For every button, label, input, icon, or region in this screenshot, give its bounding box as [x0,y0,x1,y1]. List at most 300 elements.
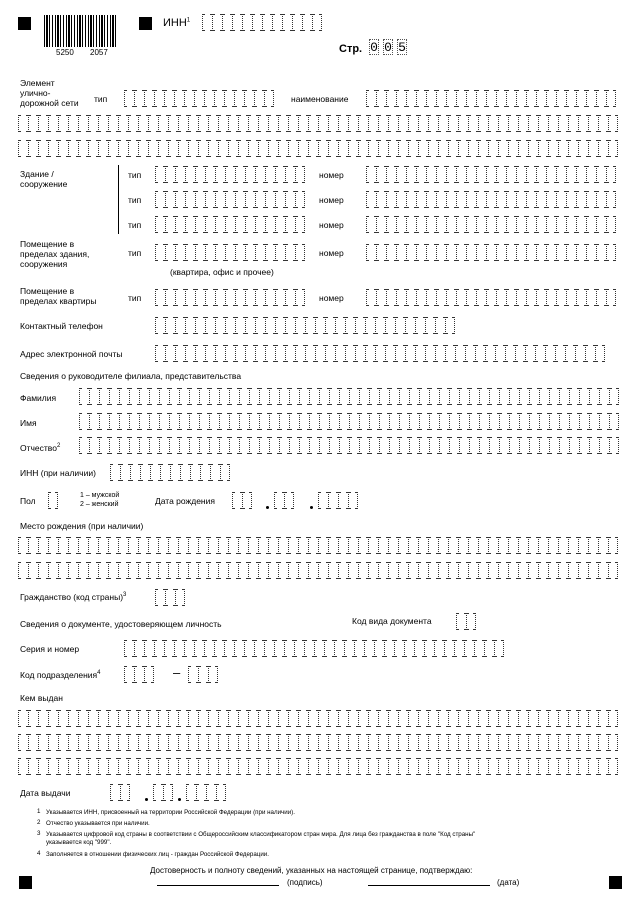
input-cell[interactable] [506,216,516,233]
input-cell[interactable] [558,710,568,727]
input-cell[interactable] [508,734,518,751]
input-cell[interactable] [458,140,468,157]
input-cell[interactable] [368,115,378,132]
input-cell[interactable] [68,115,78,132]
input-cell[interactable] [358,758,368,775]
input-cell[interactable] [609,413,619,430]
series-field[interactable] [124,640,504,657]
input-cell[interactable] [409,437,419,454]
input-cell[interactable] [298,710,308,727]
input-cell[interactable] [536,90,546,107]
input-cell[interactable] [368,140,378,157]
input-cell[interactable] [454,640,464,657]
input-cell[interactable] [548,115,558,132]
input-cell[interactable] [466,90,476,107]
input-cell[interactable] [536,191,546,208]
input-cell[interactable] [606,244,616,261]
input-cell[interactable] [609,437,619,454]
division-field-2[interactable] [188,666,218,683]
input-cell[interactable] [98,710,108,727]
input-cell[interactable] [204,640,214,657]
input-cell[interactable] [516,90,526,107]
input-cell[interactable] [298,537,308,554]
input-cell[interactable] [245,191,255,208]
input-cell[interactable] [279,437,289,454]
input-cell[interactable] [495,345,505,362]
input-cell[interactable] [312,14,322,31]
input-cell[interactable] [239,437,249,454]
input-cell[interactable] [144,666,154,683]
input-cell[interactable] [315,317,325,334]
input-cell[interactable] [225,191,235,208]
input-cell[interactable] [489,413,499,430]
input-cell[interactable] [566,289,576,306]
input-cell[interactable] [468,115,478,132]
input-cell[interactable] [58,562,68,579]
input-cell[interactable] [254,90,264,107]
input-cell[interactable] [338,710,348,727]
input-cell[interactable] [556,216,566,233]
input-cell[interactable] [588,537,598,554]
input-cell[interactable] [288,562,298,579]
input-cell[interactable] [249,413,259,430]
input-cell[interactable] [245,345,255,362]
input-cell[interactable] [388,758,398,775]
input-cell[interactable] [599,388,609,405]
input-cell[interactable] [416,191,426,208]
input-cell[interactable] [388,537,398,554]
input-cell[interactable] [349,413,359,430]
input-cell[interactable] [18,710,28,727]
input-cell[interactable] [218,115,228,132]
input-cell[interactable] [398,140,408,157]
input-cell[interactable] [89,413,99,430]
input-cell[interactable] [265,317,275,334]
input-cell[interactable] [169,437,179,454]
input-cell[interactable] [586,191,596,208]
input-cell[interactable] [398,562,408,579]
input-cell[interactable] [58,115,68,132]
input-cell[interactable] [168,140,178,157]
input-cell[interactable] [328,140,338,157]
input-cell[interactable] [168,562,178,579]
manager-inn-field[interactable] [110,464,230,481]
premises-number-field[interactable] [366,244,616,261]
input-cell[interactable] [195,191,205,208]
input-cell[interactable] [458,758,468,775]
input-cell[interactable] [228,562,238,579]
input-cell[interactable] [598,115,608,132]
input-cell[interactable] [538,734,548,751]
input-cell[interactable] [295,216,305,233]
input-cell[interactable] [608,710,618,727]
input-cell[interactable] [595,345,605,362]
input-cell[interactable] [579,437,589,454]
input-cell[interactable] [455,345,465,362]
input-cell[interactable] [285,166,295,183]
sex-field[interactable] [48,492,58,509]
input-cell[interactable] [134,666,144,683]
input-cell[interactable] [165,216,175,233]
name-field[interactable] [79,413,619,430]
input-cell[interactable] [204,90,214,107]
input-cell[interactable] [579,388,589,405]
input-cell[interactable] [58,537,68,554]
input-cell[interactable] [345,345,355,362]
input-cell[interactable] [28,710,38,727]
input-cell[interactable] [258,562,268,579]
input-cell[interactable] [338,562,348,579]
input-cell[interactable] [396,90,406,107]
input-cell[interactable] [218,710,228,727]
input-cell[interactable] [518,562,528,579]
input-cell[interactable] [139,413,149,430]
input-cell[interactable] [148,758,158,775]
input-cell[interactable] [158,710,168,727]
input-cell[interactable] [338,115,348,132]
input-cell[interactable] [328,492,338,509]
input-cell[interactable] [528,562,538,579]
input-cell[interactable] [128,537,138,554]
input-cell[interactable] [588,115,598,132]
input-cell[interactable] [446,216,456,233]
input-cell[interactable] [376,216,386,233]
input-cell[interactable] [368,758,378,775]
input-cell[interactable] [398,710,408,727]
input-cell[interactable] [118,140,128,157]
input-cell[interactable] [608,734,618,751]
input-cell[interactable] [556,166,566,183]
input-cell[interactable] [419,413,429,430]
input-cell[interactable] [178,710,188,727]
input-cell[interactable] [396,216,406,233]
input-cell[interactable] [388,115,398,132]
input-cell[interactable] [499,437,509,454]
input-cell[interactable] [386,216,396,233]
input-cell[interactable] [438,140,448,157]
input-cell[interactable] [568,115,578,132]
input-cell[interactable] [588,710,598,727]
input-cell[interactable] [364,640,374,657]
input-cell[interactable] [185,244,195,261]
input-cell[interactable] [329,437,339,454]
input-cell[interactable] [379,388,389,405]
input-cell[interactable] [408,140,418,157]
input-cell[interactable] [214,90,224,107]
input-cell[interactable] [198,666,208,683]
input-cell[interactable] [208,537,218,554]
input-cell[interactable] [175,244,185,261]
input-cell[interactable] [194,640,204,657]
input-cell[interactable] [254,640,264,657]
input-cell[interactable] [138,140,148,157]
input-cell[interactable] [448,734,458,751]
input-cell[interactable] [598,734,608,751]
input-cell[interactable] [48,140,58,157]
input-cell[interactable] [468,734,478,751]
input-cell[interactable] [386,166,396,183]
input-cell[interactable] [258,758,268,775]
input-cell[interactable] [309,437,319,454]
input-cell[interactable] [225,289,235,306]
input-cell[interactable] [415,317,425,334]
input-cell[interactable] [426,216,436,233]
input-cell[interactable] [265,244,275,261]
input-cell[interactable] [185,166,195,183]
input-cell[interactable] [58,758,68,775]
input-cell[interactable] [325,317,335,334]
input-cell[interactable] [118,758,128,775]
input-cell[interactable] [545,345,555,362]
input-cell[interactable] [406,289,416,306]
input-cell[interactable] [335,345,345,362]
input-cell[interactable] [109,437,119,454]
input-cell[interactable] [588,562,598,579]
input-cell[interactable] [436,216,446,233]
input-cell[interactable] [153,784,163,801]
input-cell[interactable] [348,562,358,579]
input-cell[interactable] [586,90,596,107]
input-cell[interactable] [508,710,518,727]
input-cell[interactable] [79,388,89,405]
input-cell[interactable] [328,734,338,751]
input-cell[interactable] [496,289,506,306]
input-cell[interactable] [528,537,538,554]
input-cell[interactable] [245,166,255,183]
input-cell[interactable] [269,437,279,454]
input-cell[interactable] [168,734,178,751]
input-cell[interactable] [476,244,486,261]
input-cell[interactable] [195,244,205,261]
input-cell[interactable] [388,710,398,727]
input-cell[interactable] [458,710,468,727]
input-cell[interactable] [399,437,409,454]
input-cell[interactable] [439,388,449,405]
input-cell[interactable] [186,784,196,801]
email-field[interactable] [155,345,605,362]
street-name-field-2[interactable] [18,115,618,132]
input-cell[interactable] [498,734,508,751]
input-cell[interactable] [318,115,328,132]
birth-year-field[interactable] [318,492,358,509]
input-cell[interactable] [516,191,526,208]
input-cell[interactable] [518,734,528,751]
input-cell[interactable] [409,388,419,405]
input-cell[interactable] [374,640,384,657]
input-cell[interactable] [175,317,185,334]
input-cell[interactable] [309,413,319,430]
input-cell[interactable] [438,710,448,727]
input-cell[interactable] [528,734,538,751]
input-cell[interactable] [235,317,245,334]
input-cell[interactable] [308,562,318,579]
input-cell[interactable] [196,784,206,801]
input-cell[interactable] [585,345,595,362]
input-cell[interactable] [349,437,359,454]
input-cell[interactable] [378,758,388,775]
input-cell[interactable] [439,437,449,454]
input-cell[interactable] [358,710,368,727]
input-cell[interactable] [576,166,586,183]
input-cell[interactable] [235,244,245,261]
input-cell[interactable] [568,562,578,579]
input-cell[interactable] [209,437,219,454]
input-cell[interactable] [448,115,458,132]
input-cell[interactable] [284,492,294,509]
input-cell[interactable] [469,437,479,454]
input-cell[interactable] [376,244,386,261]
input-cell[interactable] [406,244,416,261]
input-cell[interactable] [248,140,258,157]
input-cell[interactable] [569,388,579,405]
input-cell[interactable] [185,191,195,208]
building-type-field-1[interactable] [155,166,305,183]
input-cell[interactable] [98,734,108,751]
input-cell[interactable] [518,140,528,157]
input-cell[interactable] [120,784,130,801]
input-cell[interactable] [178,758,188,775]
input-cell[interactable] [269,388,279,405]
input-cell[interactable] [395,317,405,334]
input-cell[interactable] [498,758,508,775]
street-name-field-3[interactable] [18,140,618,157]
input-cell[interactable] [235,166,245,183]
input-cell[interactable] [505,345,515,362]
input-cell[interactable] [168,710,178,727]
input-cell[interactable] [194,90,204,107]
input-cell[interactable] [308,115,318,132]
input-cell[interactable] [358,115,368,132]
input-cell[interactable] [529,437,539,454]
input-cell[interactable] [359,437,369,454]
input-cell[interactable] [375,345,385,362]
input-cell[interactable] [338,758,348,775]
input-cell[interactable] [258,734,268,751]
input-cell[interactable] [165,244,175,261]
input-cell[interactable] [288,734,298,751]
input-cell[interactable] [155,191,165,208]
input-cell[interactable] [366,289,376,306]
input-cell[interactable] [48,537,58,554]
input-cell[interactable] [349,388,359,405]
input-cell[interactable] [596,166,606,183]
input-cell[interactable] [249,437,259,454]
input-cell[interactable] [302,14,312,31]
input-cell[interactable] [175,216,185,233]
input-cell[interactable] [198,562,208,579]
input-cell[interactable] [319,388,329,405]
input-cell[interactable] [178,562,188,579]
input-cell[interactable] [528,140,538,157]
input-cell[interactable] [425,345,435,362]
input-cell[interactable] [588,758,598,775]
input-cell[interactable] [298,758,308,775]
inn-header-field[interactable] [202,14,322,31]
input-cell[interactable] [456,216,466,233]
input-cell[interactable] [144,640,154,657]
input-cell[interactable] [220,464,230,481]
input-cell[interactable] [118,115,128,132]
input-cell[interactable] [212,14,222,31]
input-cell[interactable] [479,437,489,454]
input-cell[interactable] [539,437,549,454]
input-cell[interactable] [448,710,458,727]
input-cell[interactable] [576,216,586,233]
input-cell[interactable] [456,191,466,208]
input-cell[interactable] [248,562,258,579]
input-cell[interactable] [576,289,586,306]
input-cell[interactable] [154,90,164,107]
input-cell[interactable] [149,413,159,430]
input-cell[interactable] [174,640,184,657]
input-cell[interactable] [285,317,295,334]
input-cell[interactable] [379,437,389,454]
input-cell[interactable] [129,413,139,430]
input-cell[interactable] [185,216,195,233]
input-cell[interactable] [155,166,165,183]
input-cell[interactable] [108,734,118,751]
input-cell[interactable] [285,289,295,306]
input-cell[interactable] [518,115,528,132]
input-cell[interactable] [496,166,506,183]
input-cell[interactable] [396,166,406,183]
input-cell[interactable] [508,115,518,132]
input-cell[interactable] [155,345,165,362]
input-cell[interactable] [369,437,379,454]
input-cell[interactable] [488,562,498,579]
input-cell[interactable] [108,115,118,132]
input-cell[interactable] [205,345,215,362]
input-cell[interactable] [506,166,516,183]
input-cell[interactable] [150,464,160,481]
input-cell[interactable] [339,437,349,454]
input-cell[interactable] [269,413,279,430]
input-cell[interactable] [98,562,108,579]
input-cell[interactable] [99,437,109,454]
input-cell[interactable] [308,734,318,751]
input-cell[interactable] [215,317,225,334]
input-cell[interactable] [489,437,499,454]
input-cell[interactable] [446,244,456,261]
input-cell[interactable] [556,191,566,208]
input-cell[interactable] [195,345,205,362]
input-cell[interactable] [328,115,338,132]
input-cell[interactable] [238,734,248,751]
input-cell[interactable] [529,388,539,405]
input-cell[interactable] [536,166,546,183]
input-cell[interactable] [265,191,275,208]
input-cell[interactable] [568,758,578,775]
input-cell[interactable] [318,140,328,157]
input-cell[interactable] [258,710,268,727]
input-cell[interactable] [478,758,488,775]
input-cell[interactable] [232,14,242,31]
input-cell[interactable] [338,537,348,554]
input-cell[interactable] [519,388,529,405]
input-cell[interactable] [608,758,618,775]
input-cell[interactable] [378,710,388,727]
input-cell[interactable] [589,388,599,405]
input-cell[interactable] [295,289,305,306]
input-cell[interactable] [195,216,205,233]
input-cell[interactable] [406,216,416,233]
input-cell[interactable] [436,244,446,261]
input-cell[interactable] [219,388,229,405]
input-cell[interactable] [558,734,568,751]
input-cell[interactable] [468,758,478,775]
input-cell[interactable] [188,115,198,132]
doc-kind-field[interactable] [456,613,476,630]
